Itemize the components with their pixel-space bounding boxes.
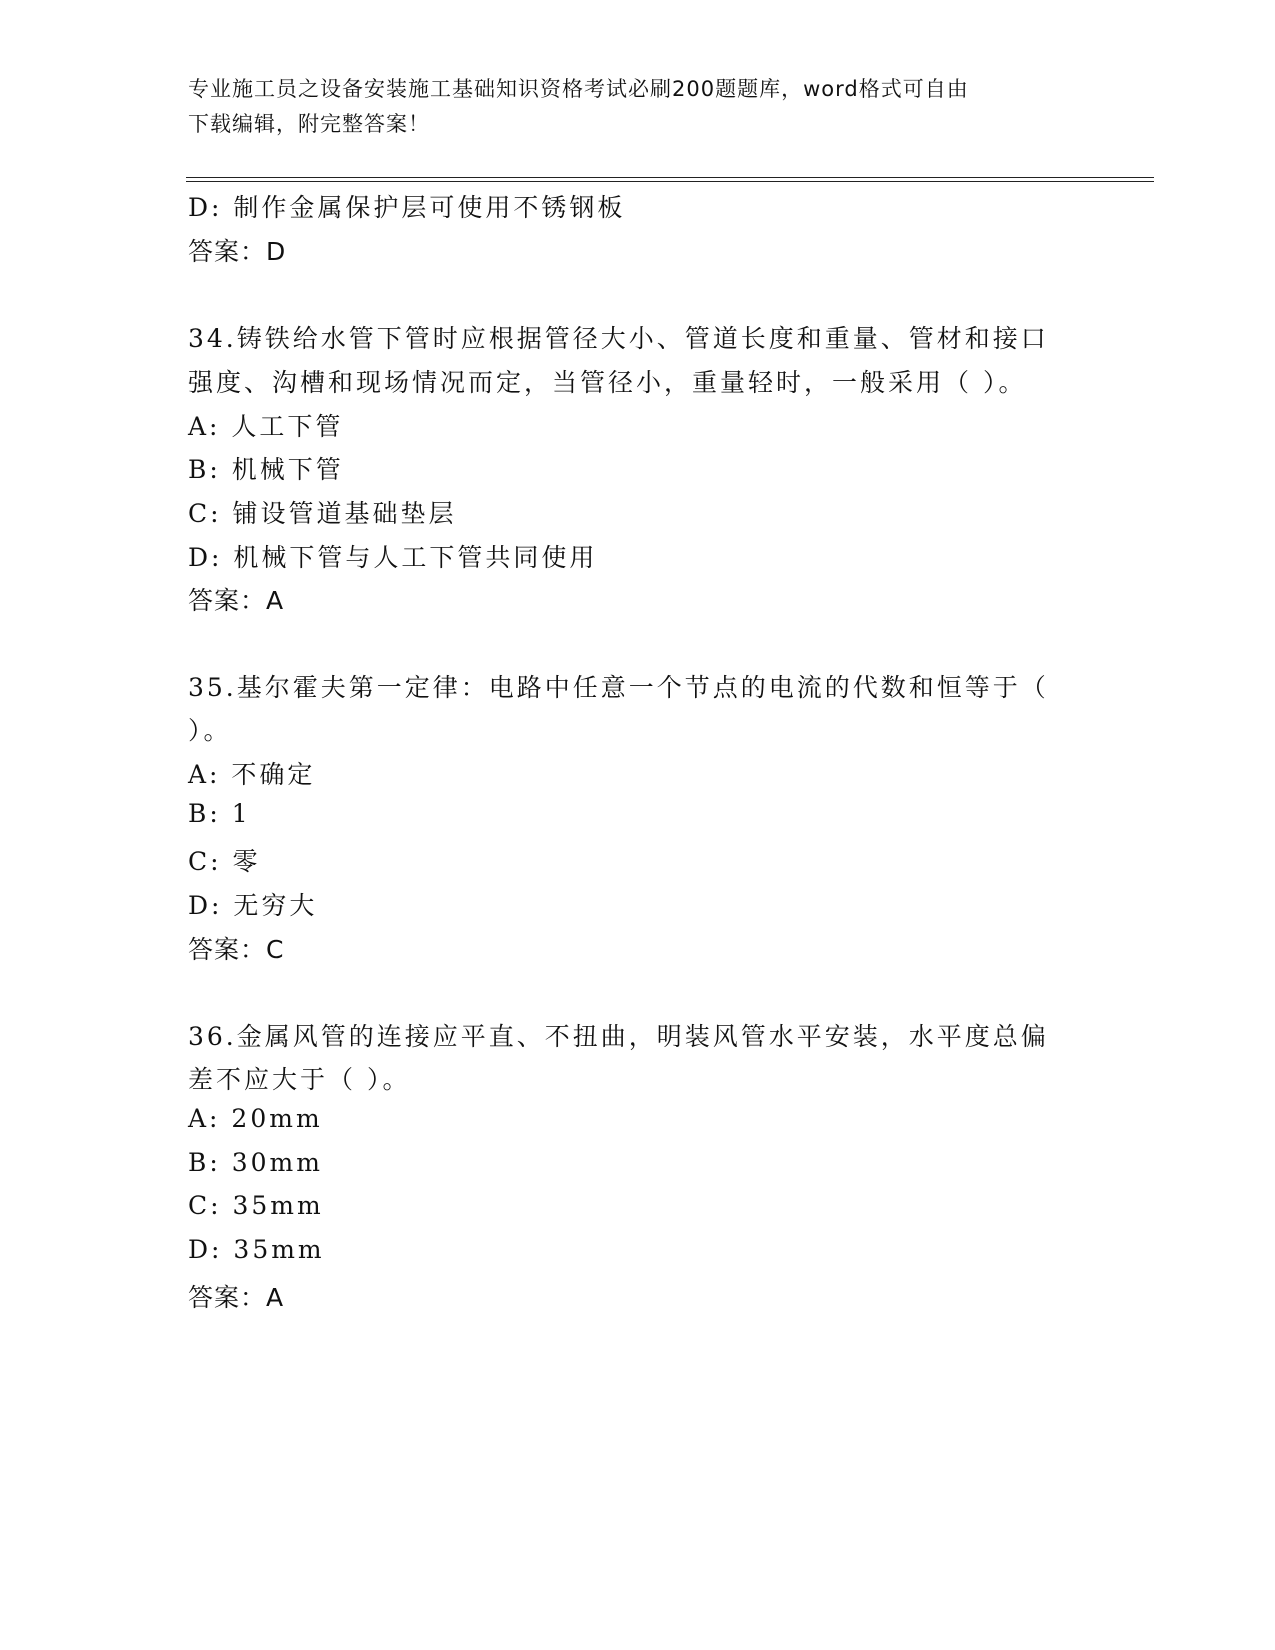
answer: 答案：C <box>188 935 285 964</box>
question-stem-line-1: 34.铸铁给水管下管时应根据管径大小、管道长度和重量、管材和接口 <box>188 324 1049 353</box>
option-a: A: 人工下管 <box>188 412 344 441</box>
question-stem-line-1: 36.金属风管的连接应平直、不扭曲，明装风管水平安装，水平度总偏 <box>188 1022 1049 1051</box>
question-stem-line-2: 差不应大于（ ）。 <box>188 1065 411 1094</box>
option-d: D: 无穷大 <box>188 891 318 920</box>
header-title-line-1: 专业施工员之设备安装施工基础知识资格考试必刷200题题库，word格式可自由 <box>188 77 969 101</box>
option-a: A: 20mm <box>188 1104 323 1133</box>
prev-question-option-d: D: 制作金属保护层可使用不锈钢板 <box>188 193 626 222</box>
question-stem-line-1: 35.基尔霍夫第一定律：电路中任意一个节点的电流的代数和恒等于（ <box>188 673 1049 702</box>
question-stem-line-2: ）。 <box>188 716 232 745</box>
header-divider-bottom <box>186 181 1154 182</box>
option-d: D: 35mm <box>188 1235 325 1264</box>
option-a: A: 不确定 <box>188 760 316 789</box>
option-c: C: 铺设管道基础垫层 <box>188 499 457 528</box>
option-b: B: 30mm <box>188 1148 323 1177</box>
option-d: D: 机械下管与人工下管共同使用 <box>188 543 598 572</box>
option-c: C: 零 <box>188 847 261 876</box>
answer: 答案：A <box>188 586 285 615</box>
prev-question-answer: 答案：D <box>188 237 287 266</box>
question-stem-line-2: 强度、沟槽和现场情况而定，当管径小，重量轻时，一般采用（ ）。 <box>188 368 1027 397</box>
header-divider-top <box>186 177 1154 178</box>
option-b: B: 1 <box>188 799 251 828</box>
answer: 答案：A <box>188 1283 285 1312</box>
option-c: C: 35mm <box>188 1191 324 1220</box>
header-title-line-2: 下载编辑，附完整答案！ <box>188 112 430 136</box>
document-header <box>188 72 1068 142</box>
option-b: B: 机械下管 <box>188 455 344 484</box>
